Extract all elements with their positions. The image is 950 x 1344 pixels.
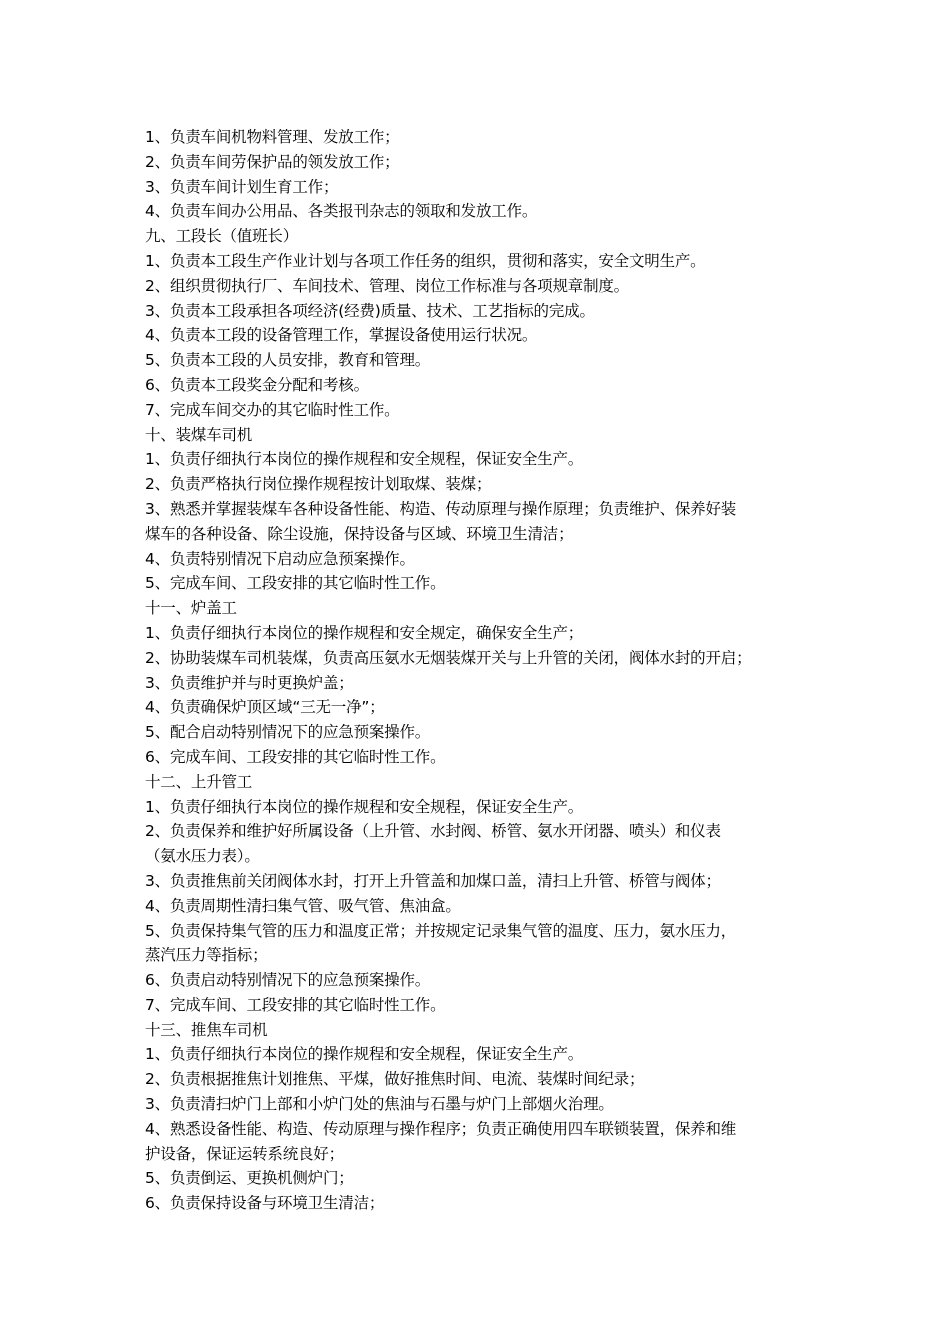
text-line: 1、负责车间机物料管理、发放工作； <box>145 128 400 146</box>
text-line: 1、负责仔细执行本岗位的操作规程和安全规定，确保安全生产； <box>145 623 584 642</box>
text-line: 5、负责保持集气管的压力和温度正常；并按规定记录集气管的温度、压力，氨水压力， <box>145 921 737 940</box>
text-line: 4、负责确保炉顶区域“三无一净”； <box>145 698 385 717</box>
text-line: （氨水压力表）。 <box>145 847 260 866</box>
text-line: 4、负责本工段的设备管理工作，掌握设备使用运行状况。 <box>145 326 538 345</box>
text-line: 5、负责倒运、更换机侧炉门； <box>145 1169 354 1188</box>
text-line: 6、负责启动特别情况下的应急预案操作。 <box>145 971 431 990</box>
text-line: 5、完成车间、工段安排的其它临时性工作。 <box>145 574 446 593</box>
text-line: 十、装煤车司机 <box>145 425 253 444</box>
text-line: 4、负责车间办公用品、各类报刊杂志的领取和发放工作。 <box>145 202 538 221</box>
text-line: 九、工段长（值班长） <box>145 227 299 246</box>
text-line: 蒸汽压力等指标； <box>145 946 268 965</box>
text-line: 5、负责本工段的人员安排，教育和管理。 <box>145 351 431 370</box>
text-line: 护设备，保证运转系统良好； <box>145 1144 344 1163</box>
text-line: 5、配合启动特别情况下的应急预案操作。 <box>145 723 431 742</box>
text-line: 1、负责仔细执行本岗位的操作规程和安全规程，保证安全生产。 <box>145 1045 584 1064</box>
text-line: 3、负责本工段承担各项经济(经费)质量、技术、工艺指标的完成。 <box>145 301 595 320</box>
text-line: 4、负责特别情况下启动应急预案操作。 <box>145 549 415 568</box>
text-line: 3、负责推焦前关闭阀体水封，打开上升管盖和加煤口盖，清扫上升管、桥管与阀体； <box>145 871 721 890</box>
text-line: 煤车的各种设备、除尘设施，保持设备与区域、环境卫生清洁； <box>145 524 574 543</box>
text-line: 2、组织贯彻执行厂、车间技术、管理、岗位工作标准与各项规章制度。 <box>145 276 629 295</box>
text-line: 十一、炉盖工 <box>145 599 237 618</box>
text-line: 3、熟悉并掌握装煤车各种设备性能、构造、传动原理与操作原理；负责维护、保养好装 <box>145 499 737 518</box>
text-line: 十二、上升管工 <box>145 772 253 791</box>
text-line: 2、负责车间劳保护品的领发放工作； <box>145 152 400 171</box>
document-body <box>145 125 815 1216</box>
text-line: 6、负责保持设备与环境卫生清洁； <box>145 1194 385 1213</box>
text-line: 3、负责清扫炉门上部和小炉门处的焦油与石墨与炉门上部烟火治理。 <box>145 1095 614 1114</box>
text-line: 4、负责周期性清扫集气管、吸气管、焦油盒。 <box>145 896 461 915</box>
text-line: 1、负责仔细执行本岗位的操作规程和安全规程，保证安全生产。 <box>145 797 584 816</box>
text-line: 2、协助装煤车司机装煤，负责高压氨水无烟装煤开关与上升管的关闭，阀体水封的开启； <box>145 648 752 667</box>
text-line: 3、负责维护并与时更换炉盖； <box>145 673 354 692</box>
text-line: 1、负责本工段生产作业计划与各项工作任务的组织，贯彻和落实，安全文明生产。 <box>145 251 706 270</box>
text-line: 7、完成车间、工段安排的其它临时性工作。 <box>145 995 446 1014</box>
text-line: 7、完成车间交办的其它临时性工作。 <box>145 400 400 419</box>
text-line: 十三、推焦车司机 <box>145 1020 268 1039</box>
text-line: 6、完成车间、工段安排的其它临时性工作。 <box>145 747 446 766</box>
text-line: 2、负责根据推焦计划推焦、平煤，做好推焦时间、电流、装煤时间纪录； <box>145 1070 645 1089</box>
text-line: 2、负责保养和维护好所属设备（上升管、水封阀、桥管、氨水开闭器、喷头）和仪表 <box>145 822 721 841</box>
text-line: 2、负责严格执行岗位操作规程按计划取煤、装煤； <box>145 475 492 494</box>
text-line: 4、熟悉设备性能、构造、传动原理与操作程序；负责正确使用四车联锁装置，保养和维 <box>145 1119 737 1138</box>
text-line: 3、负责车间计划生育工作； <box>145 177 339 196</box>
text-line: 6、负责本工段奖金分配和考核。 <box>145 375 369 394</box>
text-line: 1、负责仔细执行本岗位的操作规程和安全规程，保证安全生产。 <box>145 450 584 469</box>
